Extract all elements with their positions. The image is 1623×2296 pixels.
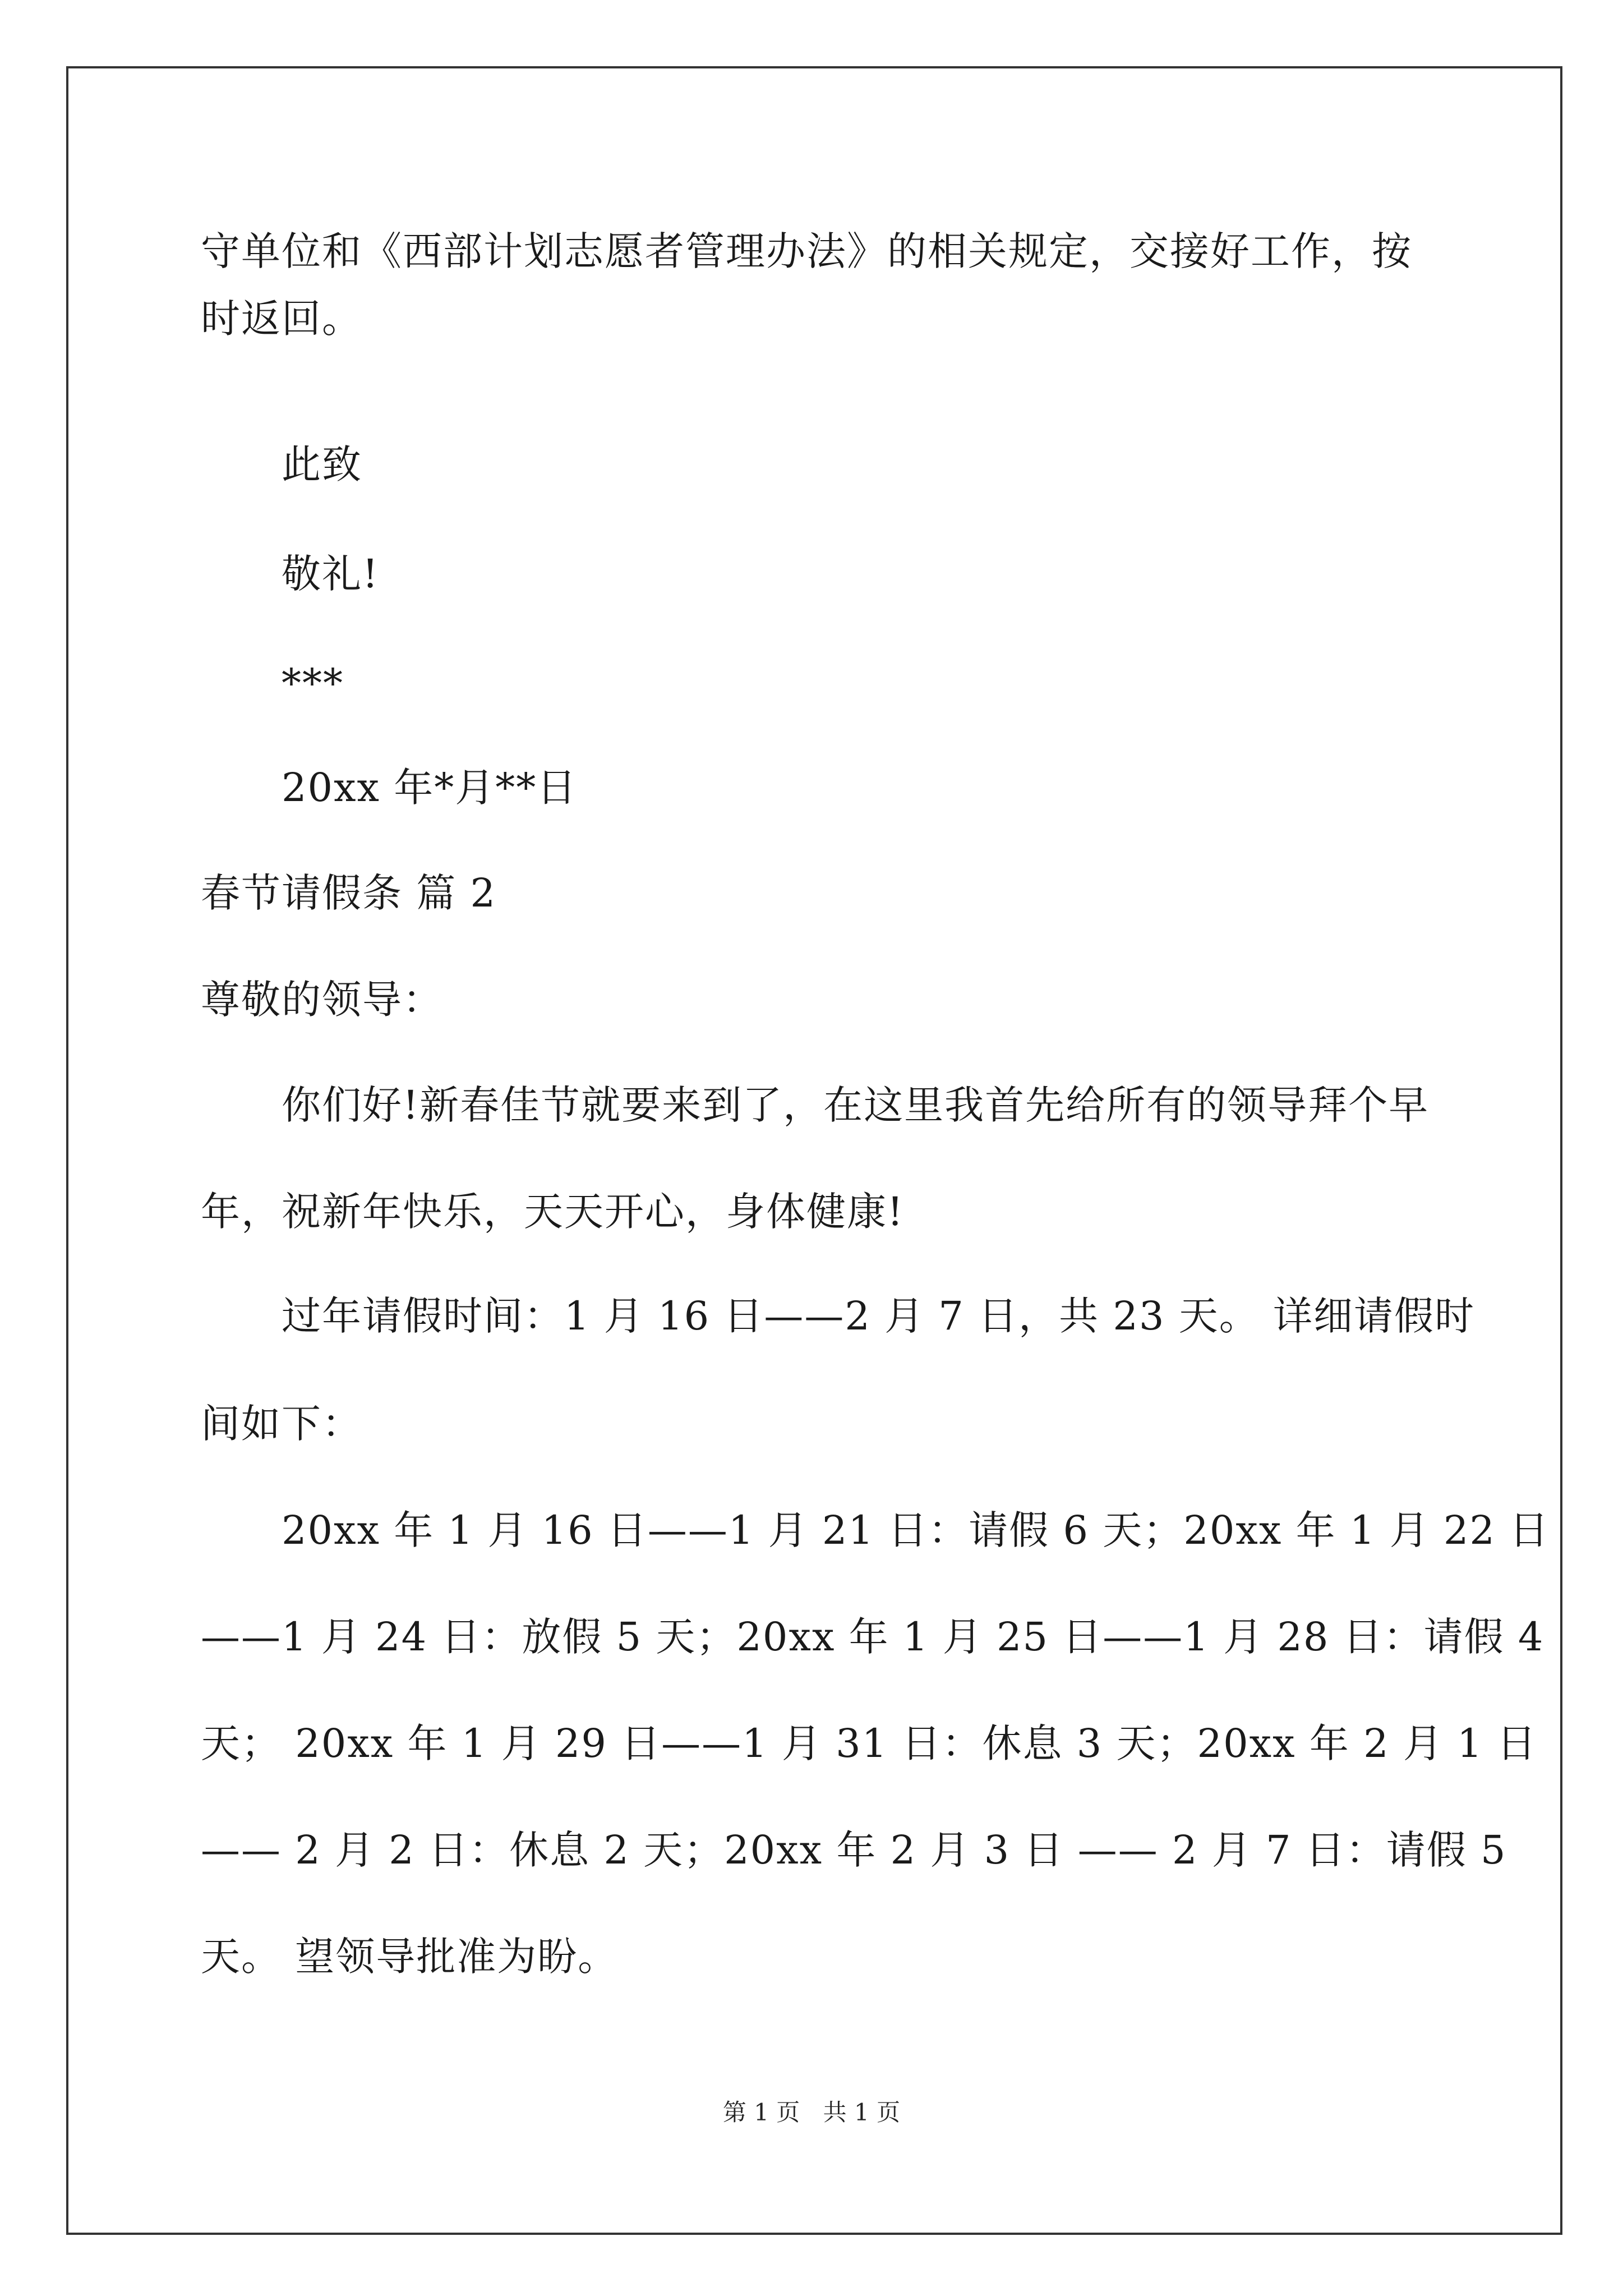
- body-text-line: 天。 望领导批准为盼。: [201, 1934, 619, 1980]
- salutation-respect: 敬礼!: [282, 551, 380, 597]
- body-text-line: 20xx 年 1 月 16 日——1 月 21 日：请假 6 天；20xx 年 1 月 22 日: [282, 1507, 1550, 1553]
- body-text-line: 年，祝新年快乐，天天开心，身体健康!: [201, 1189, 905, 1235]
- body-text-line: 时返回。: [201, 296, 362, 342]
- body-text-line: 间如下：: [201, 1401, 362, 1447]
- signature-date: 20xx 年*月**日: [282, 765, 578, 811]
- page-border: [66, 66, 1562, 2235]
- page-number-total: 共 1 页: [823, 2099, 901, 2126]
- body-text-line: 天； 20xx 年 1 月 29 日——1 月 31 日：休息 3 天；20xx 年 2 月 1 日: [201, 1720, 1537, 1766]
- page-number-current: 第 1 页: [722, 2099, 800, 2126]
- section-heading: 春节请假条 篇 2: [201, 870, 497, 916]
- page-footer: [0, 2096, 1623, 2129]
- signature-name: ***: [282, 660, 344, 706]
- salutation-closing: 此致: [282, 441, 362, 487]
- greeting: 尊敬的领导：: [201, 977, 443, 1023]
- body-text-line: ——1 月 24 日：放假 5 天；20xx 年 1 月 25 日——1 月 28 日：请假 4: [201, 1614, 1544, 1660]
- body-text-line: 过年请假时间：1 月 16 日——2 月 7 日，共 23 天。 详细请假时: [282, 1293, 1476, 1339]
- body-text-line: —— 2 月 2 日：休息 2 天；20xx 年 2 月 3 日 —— 2 月 7 日：请假 5: [201, 1827, 1507, 1873]
- body-text-line: 守单位和《西部计划志愿者管理办法》的相关规定，交接好工作，按: [201, 228, 1412, 274]
- body-text-line: 你们好!新春佳节就要来到了，在这里我首先给所有的领导拜个早: [282, 1082, 1430, 1128]
